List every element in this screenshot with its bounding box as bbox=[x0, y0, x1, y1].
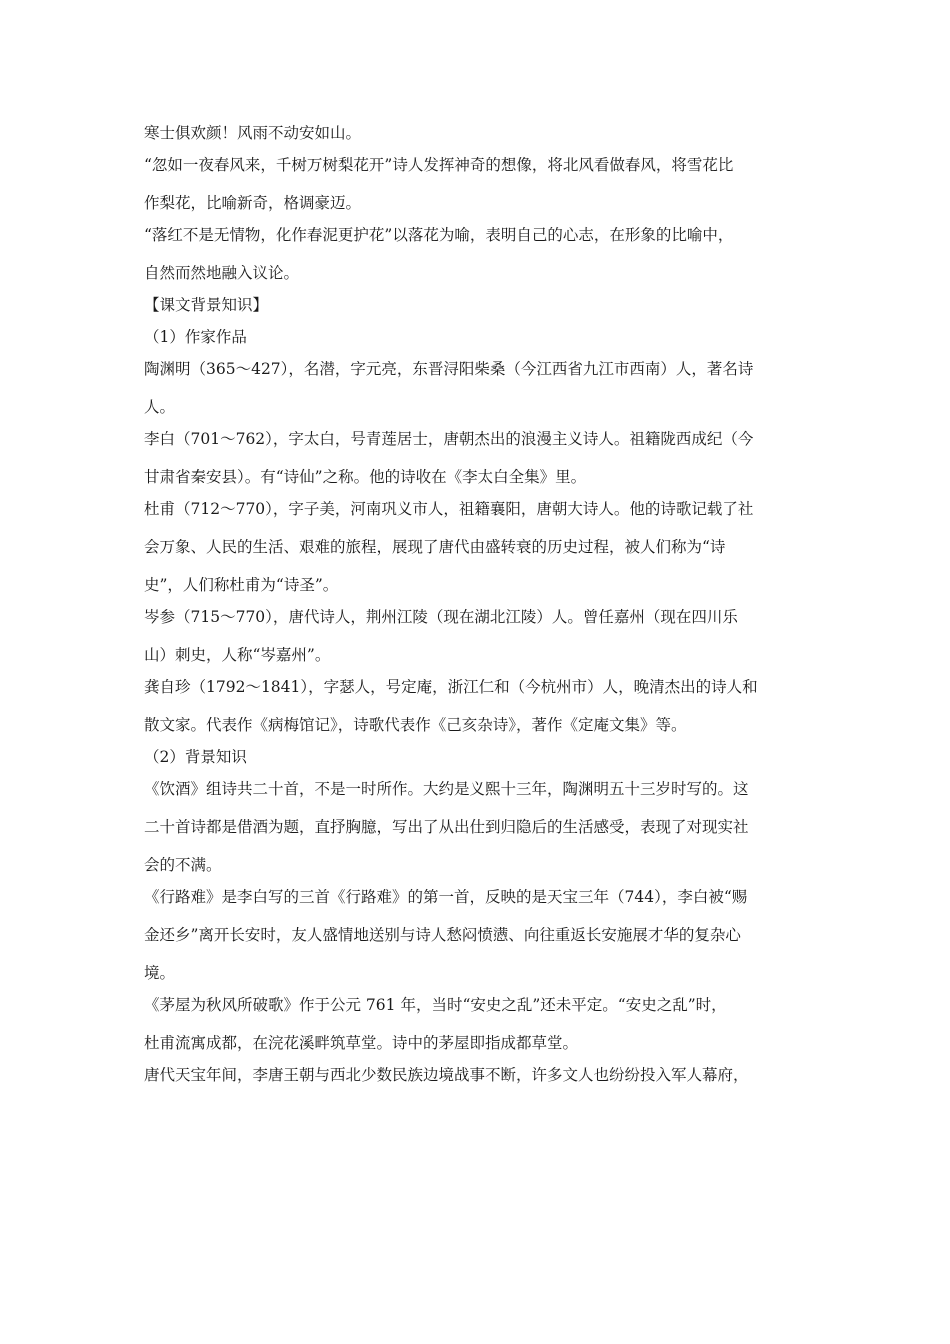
text-line: 人。 bbox=[144, 398, 176, 416]
text-line: “落红不是无情物，化作春泥更护花”以落花为喻，表明自己的心志，在形象的比喻中， bbox=[144, 226, 734, 244]
text-line: 杜甫（712～770），字子美，河南巩义市人，祖籍襄阳，唐朝大诗人。他的诗歌记载了社 bbox=[144, 500, 754, 518]
text-line: 《茅屋为秋风所破歌》作于公元 761 年，当时“安史之乱”还未平定。“安史之乱”时， bbox=[144, 996, 727, 1014]
text-line: 《行路难》是李白写的三首《行路难》的第一首，反映的是天宝三年（744），李白被“赐 bbox=[144, 888, 748, 906]
text-line: 境。 bbox=[144, 964, 176, 982]
subsection-heading: （1）作家作品 bbox=[144, 328, 247, 346]
text-line: 山）刺史，人称“岑嘉州”。 bbox=[144, 646, 331, 664]
text-line: 唐代天宝年间，李唐王朝与西北少数民族边境战事不断，许多文人也纷纷投入军人幕府， bbox=[144, 1066, 749, 1084]
text-line: 会的不满。 bbox=[144, 856, 222, 874]
text-line: 《饮酒》组诗共二十首，不是一时所作。大约是义熙十三年，陶渊明五十三岁时写的。这 bbox=[144, 780, 749, 798]
text-line: 甘肃省秦安县）。有“诗仙”之称。他的诗收在《李太白全集》里。 bbox=[144, 468, 587, 486]
text-line: 寒士俱欢颜！风雨不动安如山。 bbox=[144, 124, 362, 142]
text-line: 自然而然地融入议论。 bbox=[144, 264, 300, 282]
text-line: 会万象、人民的生活、艰难的旅程，展现了唐代由盛转衰的历史过程，被人们称为“诗 bbox=[144, 538, 726, 556]
text-line: 龚自珍（1792～1841），字瑟人，号定庵，浙江仁和（今杭州市）人，晚清杰出的诗人和 bbox=[144, 678, 758, 696]
document-page bbox=[144, 118, 812, 1092]
text-line: 杜甫流寓成都，在浣花溪畔筑草堂。诗中的茅屋即指成都草堂。 bbox=[144, 1034, 579, 1052]
text-line: 作梨花，比喻新奇，格调豪迈。 bbox=[144, 194, 362, 212]
text-line: 金还乡”离开长安时，友人盛情地送别与诗人愁闷愤懑、向往重返长安施展才华的复杂心 bbox=[144, 926, 741, 944]
text-line: “忽如一夜春风来，千树万树梨花开”诗人发挥神奇的想像，将北风看做春风，将雪花比 bbox=[144, 156, 734, 174]
subsection-heading: （2）背景知识 bbox=[144, 748, 247, 766]
text-line: 李白（701～762），字太白，号青莲居士，唐朝杰出的浪漫主义诗人。祖籍陇西成纪（今 bbox=[144, 430, 754, 448]
text-line: 二十首诗都是借酒为题，直抒胸臆，写出了从出仕到归隐后的生活感受，表现了对现实社 bbox=[144, 818, 749, 836]
text-line: 史”，人们称杜甫为“诗圣”。 bbox=[144, 576, 339, 594]
text-line: 岑参（715～770），唐代诗人，荆州江陵（现在湖北江陵）人。曾任嘉州（现在四川乐 bbox=[144, 608, 738, 626]
text-line: 陶渊明（365～427），名潜，字元亮，东晋浔阳柴桑（今江西省九江市西南）人，著名诗 bbox=[144, 360, 754, 378]
text-line: 散文家。代表作《病梅馆记》，诗歌代表作《己亥杂诗》，著作《定庵文集》等。 bbox=[144, 716, 687, 734]
section-heading: 【课文背景知识】 bbox=[144, 296, 269, 314]
